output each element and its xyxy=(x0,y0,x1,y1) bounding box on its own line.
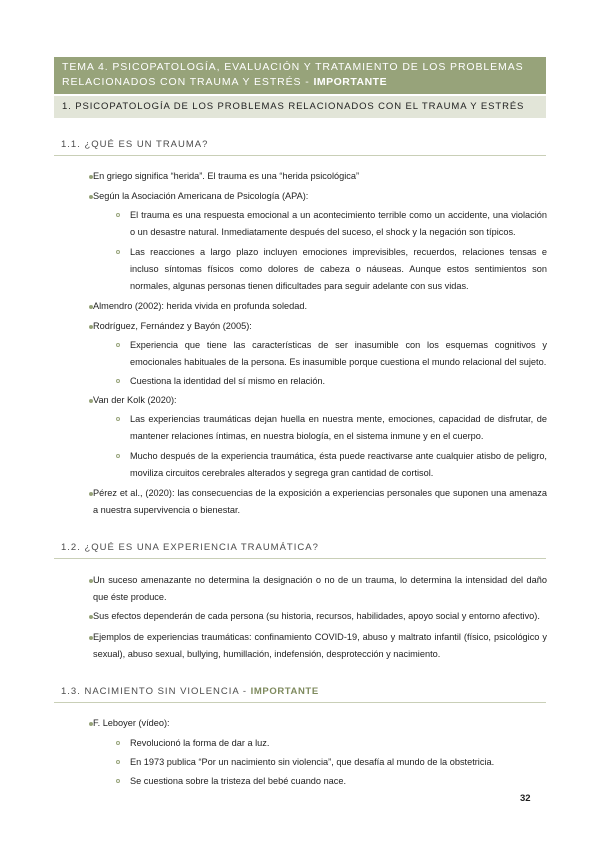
bullet-icon xyxy=(89,579,93,583)
list-item: Van der Kolk (2020): xyxy=(77,392,547,409)
list-item: Un suceso amenazante no determina la designación o no de un trauma, lo determina la intensidad del daño que éste produce. xyxy=(77,572,547,606)
list-item: Según la Asociación Americana de Psicología (APA): xyxy=(77,188,547,205)
bullet-icon xyxy=(89,722,93,726)
bullet-icon xyxy=(89,615,93,619)
sub-list-item: Las experiencias traumáticas dejan huella en nuestra mente, emociones, capacidad de disfrutar, de mantener relaciones íntimas, en nuestra biología, en el sistema inmune y en el cuerpo. xyxy=(111,411,547,445)
bullet-icon xyxy=(89,399,93,403)
important-tag: IMPORTANTE xyxy=(250,686,319,697)
circle-bullet-icon xyxy=(116,454,120,458)
bullet-icon xyxy=(89,175,93,179)
bullet-icon xyxy=(89,636,93,640)
circle-bullet-icon xyxy=(116,379,120,383)
circle-bullet-icon xyxy=(116,741,120,745)
sub-list-item: Mucho después de la experiencia traumática, ésta puede reactivarse ante cualquier atisbo de peligro, moviliza circuitos cerebrales alterados y segrega gran cantidad de cortisol. xyxy=(111,448,547,482)
circle-bullet-icon xyxy=(116,760,120,764)
bullet-icon xyxy=(89,305,93,309)
subsection-heading-1-2: 1.2. ¿QUÉ ES UNA EXPERIENCIA TRAUMÁTICA? xyxy=(54,541,546,559)
sub-list-item: Experiencia que tiene las características de ser inasumible con los esquemas cognitivos y emocionales habituales de la persona. Es inasumible porque cuestiona el mundo relacional del sujeto. xyxy=(111,337,547,371)
subsection-heading-1-3 xyxy=(54,685,546,703)
subsection-title: 1.3. NACIMIENTO SIN VIOLENCIA - xyxy=(61,686,251,697)
bullet-icon xyxy=(89,325,93,329)
list-item: Rodríguez, Fernández y Bayón (2005): xyxy=(77,318,547,335)
section-heading: 1. PSICOPATOLOGÍA DE LOS PROBLEMAS RELACIONADOS CON EL TRAUMA Y ESTRÉS xyxy=(54,96,546,118)
bullet-icon xyxy=(89,195,93,199)
sub-list-item: En 1973 publica “Por un nacimiento sin violencia”, que desafía al mundo de la obstetricia. xyxy=(111,754,547,771)
circle-bullet-icon xyxy=(116,213,120,217)
list-item: Almendro (2002): herida vivida en profunda soledad. xyxy=(77,298,547,315)
chapter-title: TEMA 4. PSICOPATOLOGÍA, EVALUACIÓN Y TRATAMIENTO DE LOS PROBLEMAS RELACIONADOS CON TRAUMA Y ESTRÉS - xyxy=(62,61,524,88)
list-item: Sus efectos dependerán de cada persona (su historia, recursos, habilidades, apoyo social y entorno afectivo). xyxy=(77,608,547,625)
chapter-title-banner xyxy=(54,57,546,94)
list-item: Ejemplos de experiencias traumáticas: confinamiento COVID-19, abuso y maltrato infantil (físico, psicológico y sexual), abuso sexual, bullying, humillación, indefensión, desprotección y nacimiento. xyxy=(77,629,547,663)
page-number: 32 xyxy=(520,793,531,804)
sub-list-item: Revolucionó la forma de dar a luz. xyxy=(111,735,547,752)
circle-bullet-icon xyxy=(116,779,120,783)
circle-bullet-icon xyxy=(116,250,120,254)
sub-list-item: El trauma es una respuesta emocional a un acontecimiento terrible como un accidente, una violación o un desastre natural. Inmediatamente después del suceso, el shock y la negación son típicos. xyxy=(111,207,547,241)
sub-list-item: Cuestiona la identidad del sí mismo en relación. xyxy=(111,373,547,390)
list-item: F. Leboyer (vídeo): xyxy=(77,715,547,732)
subsection-heading-1-1: 1.1. ¿QUÉ ES UN TRAUMA? xyxy=(54,138,546,156)
circle-bullet-icon xyxy=(116,343,120,347)
circle-bullet-icon xyxy=(116,417,120,421)
sub-list-item: Se cuestiona sobre la tristeza del bebé cuando nace. xyxy=(111,773,547,790)
sub-list-item: Las reacciones a largo plazo incluyen emociones imprevisibles, recuerdos, relaciones tensas e incluso síntomas físicos como dolores de cabeza o náuseas. Aunque estos sentimientos son normales, algunas personas tienen dificultades para seguir adelante con sus vidas. xyxy=(111,244,547,295)
important-tag: IMPORTANTE xyxy=(313,76,388,88)
bullet-icon xyxy=(89,492,93,496)
list-item: En griego significa “herida”. El trauma es una “herida psicológica” xyxy=(77,168,547,185)
list-item: Pérez et al., (2020): las consecuencias de la exposición a experiencias personales que suponen una amenaza a nuestra supervivencia o bienestar. xyxy=(77,485,547,519)
